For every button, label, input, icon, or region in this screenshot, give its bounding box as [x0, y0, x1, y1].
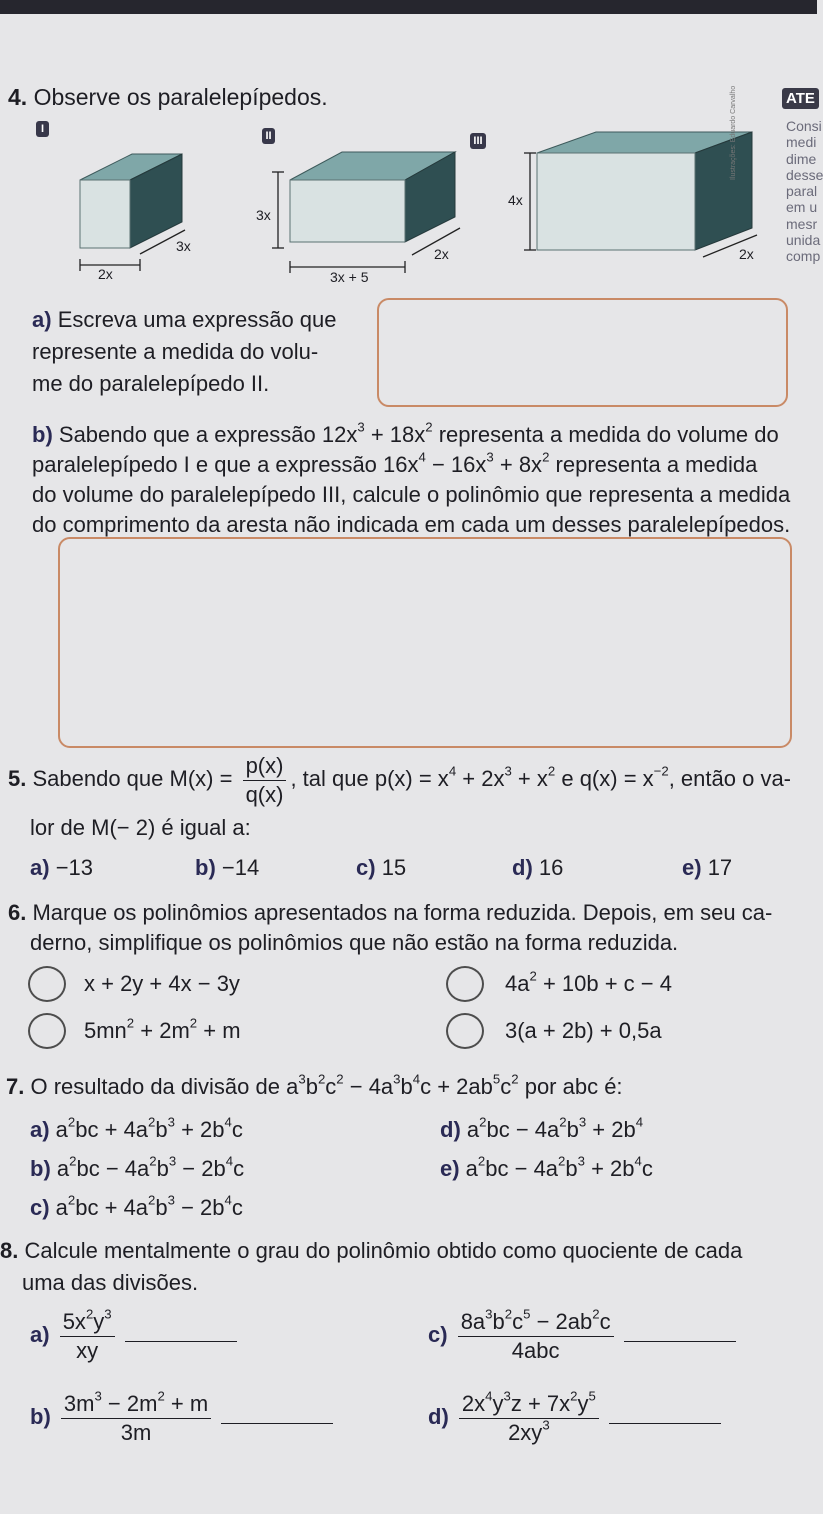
q6-checkbox-2[interactable]: [446, 966, 484, 1002]
q4a-text: [32, 304, 337, 400]
q7-pre: O resultado da divisão de: [30, 1074, 280, 1099]
fig1-bottom-label: 2x: [98, 266, 113, 282]
q4b-answer-box[interactable]: [58, 537, 792, 748]
q4b-line2-post: representa a medida: [555, 452, 758, 477]
prism-3: [524, 132, 757, 257]
q6-poly-2: $4a^2 + 10b + c - 4$: [505, 968, 672, 996]
q8-text: [0, 1235, 742, 1299]
figure-label-1: I: [36, 121, 49, 137]
item-label: c): [428, 1321, 448, 1347]
fig3-height-label: 4x: [508, 192, 523, 208]
q4b-line4: do comprimento da aresta não indicada em cada um desses paralelepípedos.: [32, 512, 791, 537]
prism-1: [80, 154, 185, 271]
q5-option-b[interactable]: [195, 855, 259, 881]
q4a-label: a): [32, 307, 52, 332]
q7-number: 7.: [6, 1074, 25, 1099]
option-label: a): [30, 855, 50, 880]
q4b-label: b): [32, 422, 53, 447]
q5-post: , então o va-: [668, 765, 792, 791]
q5-option-c[interactable]: [356, 855, 406, 881]
q4b-text: b) Sabendo que a expressão $12x^3 + 18x^2$ representa a medida do volume do paralelepípedo I e que a expressão $16x^4 - 16x^3 + 8x^2$ representa a medida do volume do paralelepípedo III, calcule o polinômio que representa a medida do comprimento da aresta não indicada em cada um desses paralelepípedos.: [32, 420, 790, 540]
q6-checkbox-1[interactable]: [28, 966, 66, 1002]
q6-checkbox-4[interactable]: [446, 1013, 484, 1049]
option-label: a): [30, 1117, 50, 1142]
q4b-line3: do volume do paralelepípedo III, calcule o polinômio que representa a medida: [32, 482, 791, 507]
item-label: a): [30, 1321, 50, 1347]
fig2-bottom-label: 3x + 5: [330, 269, 369, 285]
option-label: d): [512, 855, 533, 880]
q4b-line2-pre: paralelepípedo I e que a expressão: [32, 452, 377, 477]
q5-line2: lor de M(− 2) é igual a:: [30, 815, 251, 840]
fig2-height-label: 3x: [256, 207, 271, 223]
q8-line1: Calcule mentalmente o grau do polinômio obtido como quociente de cada: [24, 1238, 743, 1263]
q8d-answer-line[interactable]: [609, 1423, 721, 1424]
q4-number: 4.: [8, 84, 28, 110]
q4a-line: me do paralelepípedo II.: [32, 371, 270, 396]
q6-poly-1: x + 2y + 4x − 3y: [84, 971, 240, 996]
q7-option-d[interactable]: d) $a^2bc - 4a^2b^3 + 2b^4$: [440, 1114, 644, 1142]
option-label: c): [356, 855, 376, 880]
q6-text: [8, 898, 772, 958]
option-label: e): [440, 1156, 460, 1181]
item-label: d): [428, 1403, 449, 1429]
q8b-fraction: $\frac{3m^3 - 2m^2 + m}{3m}$: [61, 1390, 211, 1446]
figure-label-2: II: [262, 128, 275, 144]
q8d-fraction: $\frac{2x^4y^3z + 7x^2y^5}{2xy^3}$: [459, 1390, 599, 1446]
sidebar-line: paral: [786, 183, 818, 200]
q8b-answer-line[interactable]: [221, 1423, 333, 1424]
fig3-side-label: 2x: [739, 246, 754, 262]
sidebar-line: desse: [786, 166, 823, 183]
photo-top-edge: [0, 0, 817, 14]
q5-option-d[interactable]: [512, 855, 563, 881]
sidebar-line: unida: [786, 232, 821, 249]
q8-number: 8.: [0, 1238, 19, 1263]
q8a-answer-line[interactable]: [125, 1341, 237, 1342]
illustration-credit: [730, 150, 780, 180]
q7-option-a[interactable]: a) $a^2bc + 4a^2b^3 + 2b^4c$: [30, 1114, 243, 1142]
q6-checkbox-3[interactable]: [28, 1013, 66, 1049]
figure-label-3: III: [470, 133, 486, 149]
q5-line1: 5. Sabendo que M(x) = $\frac{p(x)}{q(x)}$ , tal que $p(x) = x^4 + 2x^3 + x^2$ e $q(x) = x^{-2}$, então o va-: [8, 753, 792, 807]
q4a-answer-box[interactable]: [377, 298, 788, 407]
option-label: e): [682, 855, 702, 880]
q5-option-a[interactable]: [30, 855, 93, 881]
q8a-fraction: $\frac{5x^2y^3}{xy}$: [60, 1308, 115, 1364]
sidebar-line: Consi: [786, 118, 822, 134]
q5-number: 5.: [8, 765, 27, 791]
q4-statement: Observe os paralelepípedos.: [33, 84, 328, 110]
sidebar-line: mesr: [786, 215, 818, 232]
q4b-line1-post: representa a medida do volume do: [438, 422, 779, 447]
q4a-line: Escreva uma expressão que: [57, 307, 337, 332]
sidebar-annotation: [782, 88, 822, 273]
sidebar-line: dime: [786, 150, 817, 167]
prism-2: [272, 152, 460, 273]
q5-option-e[interactable]: [682, 855, 732, 881]
sidebar-line: medi: [786, 134, 817, 151]
q8-item-b: [30, 1390, 333, 1446]
q4a-line: represente a medida do volu-: [32, 339, 319, 364]
q7-option-e[interactable]: e) $a^2bc - 4a^2b^3 + 2b^4c$: [440, 1153, 653, 1181]
option-value: 16: [538, 855, 564, 880]
option-label: b): [195, 855, 216, 880]
fig1-side-label: 3x: [176, 238, 191, 254]
q4b-line1-pre: Sabendo que a expressão: [58, 422, 316, 447]
q8-item-c: [428, 1308, 736, 1364]
q6-line2: derno, simplifique os polinômios que não estão na forma reduzida.: [30, 930, 679, 955]
q7-statement: 7. O resultado da divisão de $a^3b^2c^2 - 4a^3b^4c + 2ab^5c^2$ por abc é:: [6, 1071, 623, 1099]
q6-poly-4: 3(a + 2b) + 0,5a: [505, 1018, 662, 1043]
q6-line1: Marque os polinômios apresentados na forma reduzida. Depois, em seu ca-: [32, 900, 773, 925]
q8-item-d: [428, 1390, 721, 1446]
item-label: b): [30, 1403, 51, 1429]
q5-pre: Sabendo que: [32, 765, 164, 791]
q8c-fraction: $\frac{8a^3b^2c^5 - 2ab^2c}{\text{4abc}}$: [458, 1308, 614, 1364]
fig2-side-label: 2x: [434, 246, 449, 262]
option-value: 15: [381, 855, 407, 880]
q6-number: 6.: [8, 900, 27, 925]
q6-poly-3: $5mn^2 + 2m^2 + m$: [84, 1015, 241, 1043]
q7-option-b[interactable]: b) $a^2bc - 4a^2b^3 - 2b^4c$: [30, 1153, 245, 1181]
q5-mid: , tal que: [290, 765, 369, 791]
q7-post: por abc é:: [524, 1074, 623, 1099]
prisms-figure: [0, 110, 790, 290]
option-label: c): [30, 1195, 50, 1220]
sidebar-line: em u: [786, 199, 818, 216]
option-value: −13: [55, 855, 94, 880]
option-value: −14: [221, 855, 260, 880]
q8c-answer-line[interactable]: [624, 1341, 736, 1342]
option-value: 17: [707, 855, 733, 880]
q5-fraction: $\frac{p(x)}{q(x)}$: [243, 752, 287, 808]
sidebar-line: comp: [786, 248, 821, 265]
q8-line2: uma das divisões.: [22, 1270, 199, 1295]
ate-tag: ATE: [782, 88, 819, 109]
q7-option-c[interactable]: c) $a^2bc + 4a^2b^3 - 2b^4c$: [30, 1192, 243, 1220]
option-label: b): [30, 1156, 51, 1181]
q4-header: [8, 84, 328, 111]
sidebar-text: [786, 118, 823, 265]
q8-item-a: [30, 1308, 237, 1364]
option-label: d): [440, 1117, 461, 1142]
